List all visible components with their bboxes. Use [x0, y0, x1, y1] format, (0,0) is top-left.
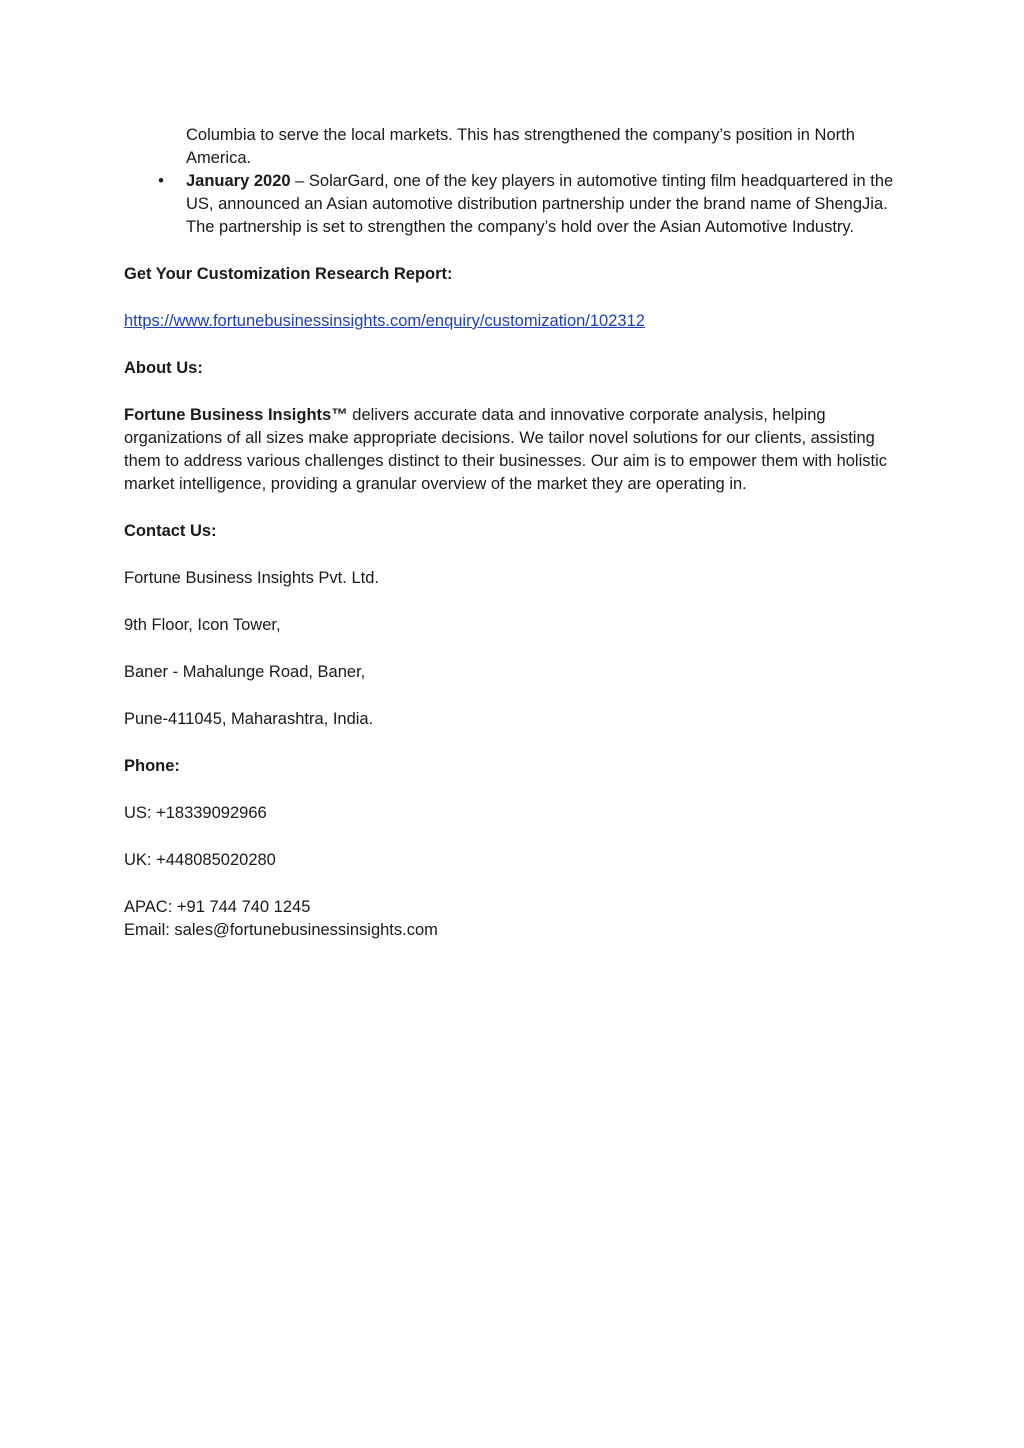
contact-address-line3: Pune-411045, Maharashtra, India. — [124, 710, 374, 728]
document-page — [124, 124, 904, 942]
contact-address-line2: Baner - Mahalunge Road, Baner, — [124, 663, 366, 681]
contact-heading: Contact Us: — [124, 522, 217, 540]
about-heading: About Us: — [124, 359, 203, 377]
phone-apac: APAC: +91 744 740 1245 — [124, 898, 311, 916]
phone-uk: UK: +448085020280 — [124, 851, 276, 869]
contact-address-line1: 9th Floor, Icon Tower, — [124, 616, 281, 634]
news-bullet-list — [124, 124, 904, 239]
customization-heading: Get Your Customization Research Report: — [124, 265, 453, 283]
about-paragraph — [124, 404, 904, 496]
bullet-continuation-text: Columbia to serve the local markets. This has strengthened the company’s position in North America. — [186, 126, 855, 167]
bullet-text: – SolarGard, one of the key players in automotive tinting film headquartered in the US, announced an Asian automotive distribution partnership under the brand name of ShengJia. The partnership is set to strengthen the company’s hold over the Asian Automotive Industry. — [186, 172, 894, 236]
contact-company: Fortune Business Insights Pvt. Ltd. — [124, 569, 379, 587]
customization-link[interactable]: https://www.fortunebusinessinsights.com/enquiry/customization/102312 — [124, 312, 645, 330]
bullet-item-january-2020 — [158, 170, 904, 239]
contact-email: Email: sales@fortunebusinessinsights.com — [124, 921, 438, 939]
bullet-date-label: January 2020 — [186, 172, 291, 190]
about-body: delivers accurate data and innovative corporate analysis, helping organizations of all sizes make appropriate decisions. We tailor novel solutions for our clients, assisting them to address various challenges distinct to their businesses. Our aim is to empower them with holistic market intelligence, providing a granular overview of the market they are operating in. — [124, 406, 888, 493]
bullet-marker: • — [158, 172, 164, 190]
phone-heading: Phone: — [124, 757, 180, 775]
about-company-name: Fortune Business Insights™ — [124, 406, 348, 424]
phone-us: US: +18339092966 — [124, 804, 267, 822]
